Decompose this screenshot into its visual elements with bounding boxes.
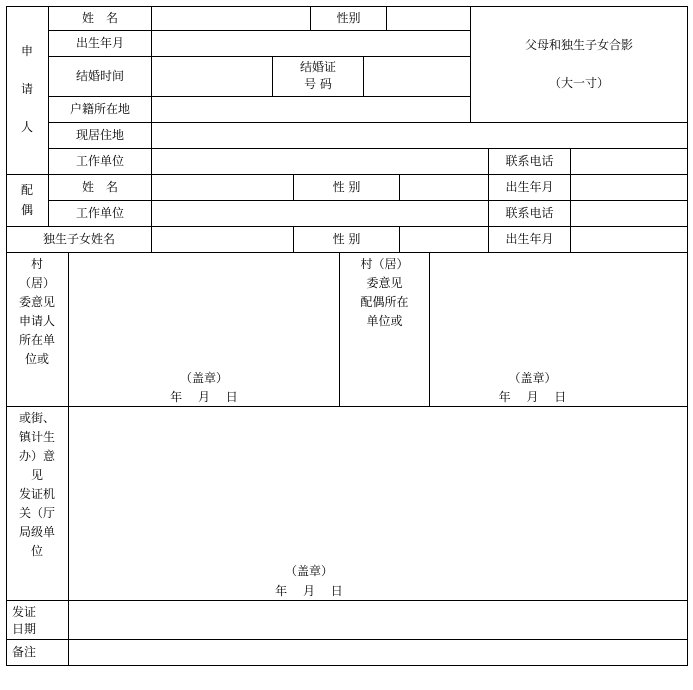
applicant-phone-field[interactable] bbox=[571, 149, 687, 174]
date-issuing: 年 月 日 bbox=[275, 584, 343, 598]
child-birth-field[interactable] bbox=[571, 227, 687, 252]
spouse-work-label: 工作单位 bbox=[75, 206, 124, 220]
marriage-cert-label: 结婚证 号 码 bbox=[299, 60, 336, 91]
remarks-label: 备注 bbox=[12, 645, 37, 659]
applicant-name-label: 姓 名 bbox=[81, 11, 118, 25]
hukou-field[interactable] bbox=[152, 97, 470, 122]
hukou-label: 户籍所在地 bbox=[69, 102, 130, 116]
child-birth-label: 出生年月 bbox=[505, 232, 554, 246]
applicant-gender-field[interactable] bbox=[387, 7, 470, 30]
marriage-cert-field[interactable] bbox=[364, 57, 470, 96]
applicant-section-label: 申 请 人 bbox=[20, 44, 33, 134]
spouse-gender-field[interactable] bbox=[400, 175, 488, 200]
applicant-birth-field[interactable] bbox=[152, 31, 470, 56]
spouse-phone-label: 联系电话 bbox=[505, 206, 554, 220]
photo-label: 父母和独生子女合影 bbox=[524, 38, 633, 52]
spouse-birth-label: 出生年月 bbox=[505, 180, 554, 194]
child-name-field[interactable] bbox=[152, 227, 293, 252]
spouse-name-label: 姓 名 bbox=[81, 180, 118, 194]
applicant-work-label: 工作单位 bbox=[75, 154, 124, 168]
applicant-phone-label: 联系电话 bbox=[505, 154, 554, 168]
village-spouse-opinion-label: 村（居） 委意见 配偶所在 单位或 bbox=[360, 257, 409, 328]
spouse-name-field[interactable] bbox=[152, 175, 293, 200]
spouse-birth-field[interactable] bbox=[571, 175, 687, 200]
photo-size: （大一寸） bbox=[548, 76, 609, 90]
spouse-gender-label: 性 别 bbox=[332, 180, 361, 194]
applicant-gender-label: 性别 bbox=[336, 11, 361, 25]
applicant-birth-label: 出生年月 bbox=[75, 36, 124, 50]
spouse-phone-field[interactable] bbox=[571, 201, 687, 226]
remarks-field[interactable] bbox=[69, 640, 687, 665]
child-gender-label: 性 别 bbox=[332, 232, 361, 246]
residence-label: 现居住地 bbox=[75, 128, 124, 142]
issue-date-label: 发证 日期 bbox=[12, 605, 37, 636]
issue-date-field[interactable] bbox=[69, 601, 687, 639]
child-name-label: 独生子女姓名 bbox=[42, 232, 115, 246]
seal-spouse: （盖章） bbox=[508, 371, 557, 385]
seal-issuing: （盖章） bbox=[284, 564, 333, 578]
residence-field[interactable] bbox=[152, 123, 687, 148]
seal-applicant: （盖章） bbox=[179, 371, 228, 385]
applicant-name-field[interactable] bbox=[152, 7, 310, 30]
marriage-time-field[interactable] bbox=[152, 57, 272, 96]
village-applicant-opinion-label: 村 （居） 委意见 申请人 所在单 位或 bbox=[18, 257, 55, 366]
issuing-authority-opinion-label: 或街、 镇计生 办）意 见 发证机 关（厅 局级单 位 bbox=[18, 411, 55, 558]
marriage-time-label: 结婚时间 bbox=[75, 69, 124, 83]
applicant-work-field[interactable] bbox=[152, 149, 488, 174]
date-spouse: 年 月 日 bbox=[498, 390, 567, 404]
child-gender-field[interactable] bbox=[400, 227, 488, 252]
spouse-work-field[interactable] bbox=[152, 201, 488, 226]
date-applicant: 年 月 日 bbox=[170, 390, 238, 404]
spouse-section-label: 配 偶 bbox=[20, 183, 33, 217]
